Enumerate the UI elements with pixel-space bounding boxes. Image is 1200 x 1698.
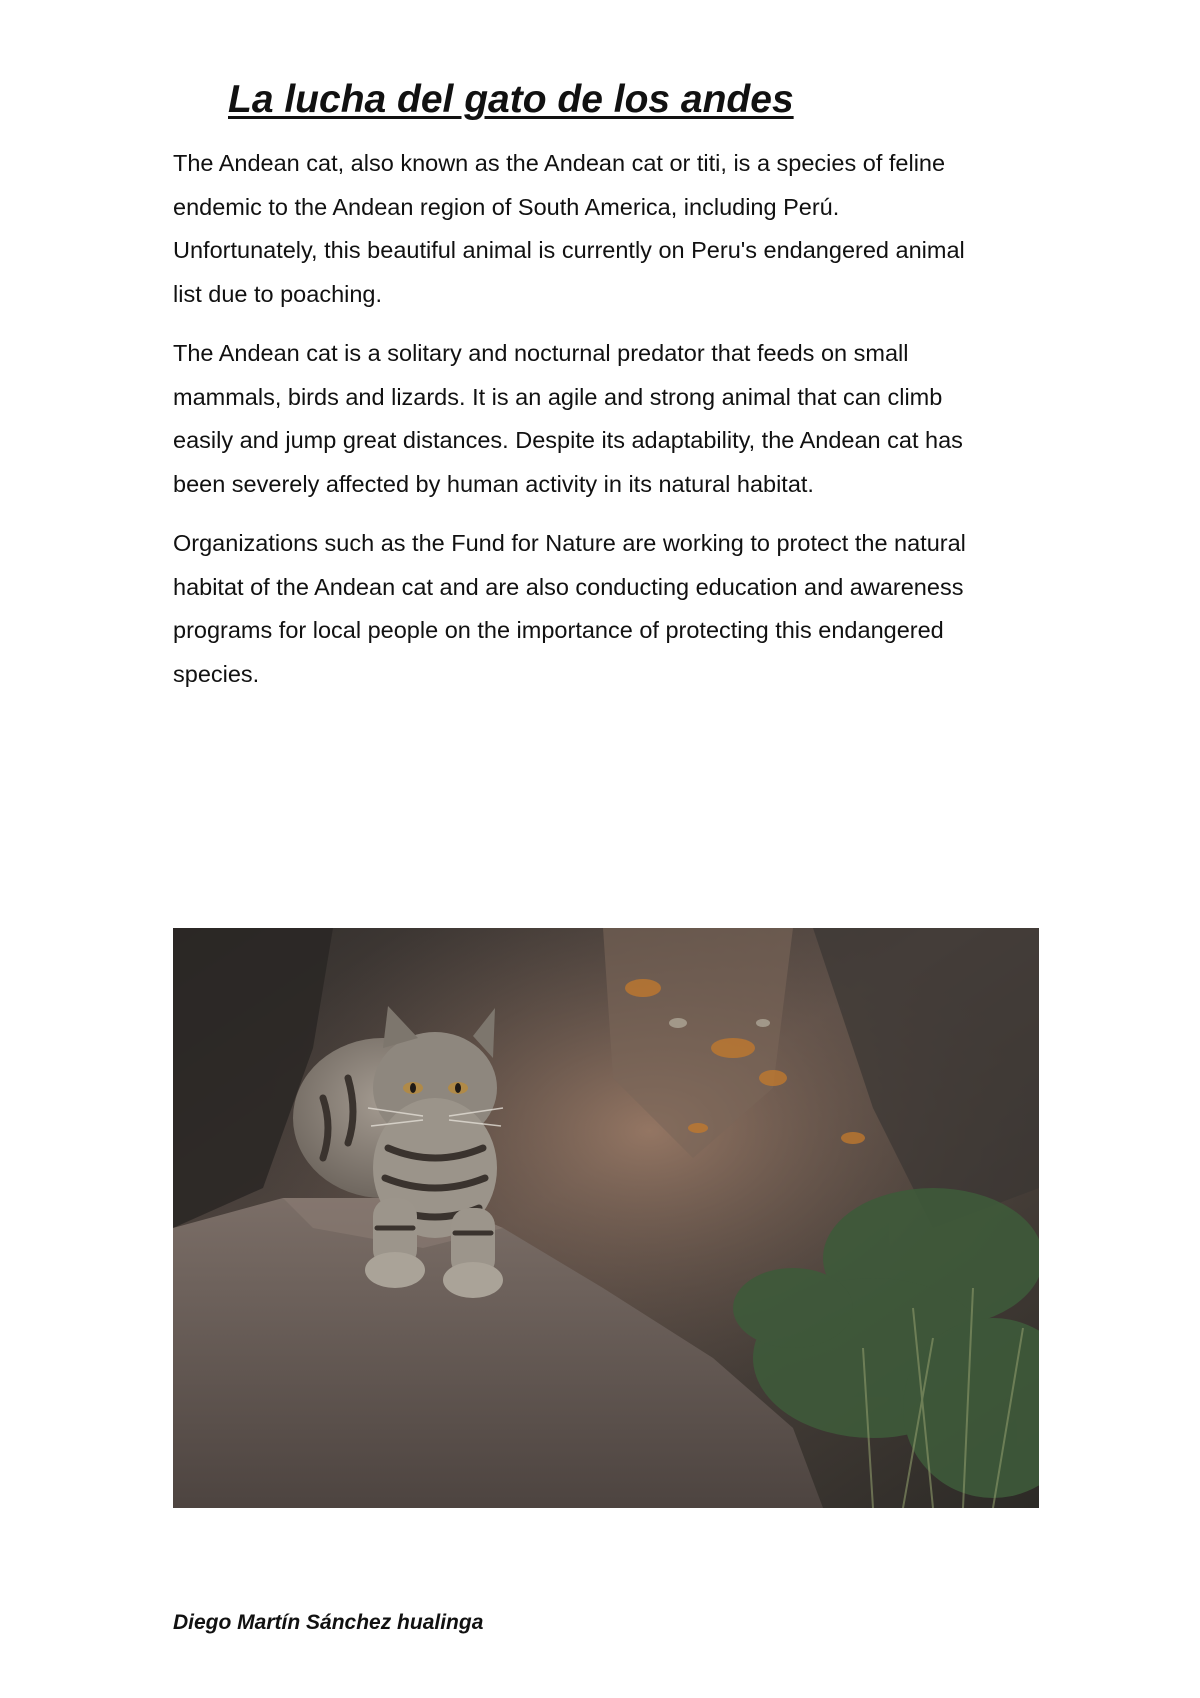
paragraph-conservation: Organizations such as the Fund for Nature are working to protect the natural habitat of the Andean cat and are also conducting education and awareness programs for local people on the importance of protecting this endangered species. xyxy=(173,530,966,687)
paragraph-behavior: The Andean cat is a solitary and nocturnal predator that feeds on small mammals, birds and lizards. It is an agile and strong animal that can climb easily and jump great distances. Despite its adaptability, the Andean cat has been severely affected by human activity in its natural habitat. xyxy=(173,340,963,497)
author-name: Diego Martín Sánchez hualinga xyxy=(173,1611,484,1634)
andean-cat-illustration xyxy=(173,928,1039,1508)
document-title: La lucha del gato de los andes xyxy=(228,78,794,121)
document-body xyxy=(173,142,973,712)
paragraph-intro: The Andean cat, also known as the Andean cat or titi, is a species of feline endemic to the Andean region of South America, including Perú. Unfortunately, this beautiful animal is currently on Peru's endangered animal list due to poaching. xyxy=(173,150,965,307)
andean-cat-photo xyxy=(173,928,1039,1508)
